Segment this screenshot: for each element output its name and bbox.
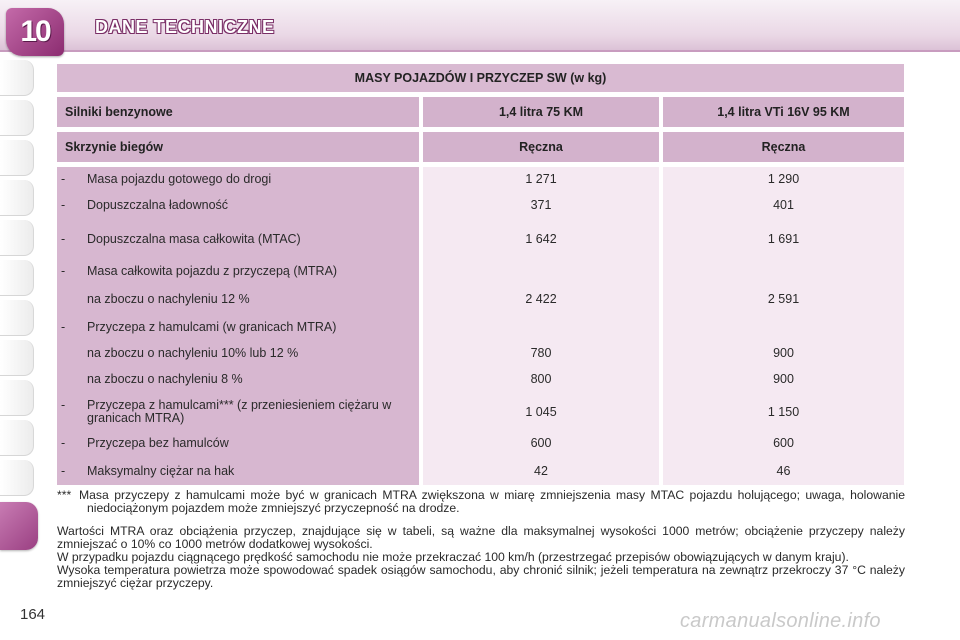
chapter-tabs <box>0 60 34 550</box>
gearbox-label: Skrzynie biegów <box>57 132 419 162</box>
page-number: 164 <box>20 606 46 623</box>
chapter-tab-active[interactable] <box>0 502 38 550</box>
engine-2-values <box>663 167 904 485</box>
row-dash: - <box>61 198 66 212</box>
footnote-text: Masa przyczepy z hamulcami może być w granicach MTRA zwiększona w miarę zmniejszenia masy MTAC pojazdu holującego; uwaga, holowanie niedociążonym pojazdem może zmniejszyć przyczepność na drodze. <box>79 488 905 515</box>
chapter-tab[interactable] <box>0 100 34 136</box>
row-value-engine-1: 600 <box>530 436 552 450</box>
row-dash: - <box>61 464 66 478</box>
engine-1-values <box>423 167 659 485</box>
chapter-badge: 10 <box>6 8 64 56</box>
row-value-engine-1: 371 <box>530 198 552 212</box>
engines-header-row <box>57 97 904 127</box>
footnote-mark: *** <box>57 488 72 502</box>
footnote <box>57 489 905 515</box>
row-value-engine-1: 1 642 <box>525 232 557 246</box>
table-body <box>57 167 904 485</box>
chapter-tab[interactable] <box>0 60 34 96</box>
row-dash: - <box>61 172 66 186</box>
row-value-engine-2: 401 <box>773 198 794 212</box>
table-title: MASY POJAZDÓW I PRZYCZEP SW (w kg) <box>57 64 904 92</box>
chapter-tab[interactable] <box>0 220 34 256</box>
row-dash: - <box>61 320 66 334</box>
row-value-engine-1: 42 <box>534 464 548 478</box>
chapter-tab[interactable] <box>0 420 34 456</box>
row-value-engine-2: 900 <box>773 346 794 360</box>
row-label-text: Maksymalny ciężar na hak <box>87 464 235 478</box>
row-dash: - <box>61 398 66 412</box>
row-label-text: Przyczepa z hamulcami (w granicach MTRA) <box>87 320 337 334</box>
row-label-text: Przyczepa bez hamulców <box>87 436 229 450</box>
row-label-text: Dopuszczalna masa całkowita (MTAC) <box>87 232 301 246</box>
row-value-engine-2: 1 290 <box>767 172 800 186</box>
engine-2-header: 1,4 litra VTi 16V 95 KM <box>663 97 904 127</box>
chapter-tab[interactable] <box>0 140 34 176</box>
info-paragraphs <box>57 525 905 590</box>
watermark: carmanualsonline.info <box>680 610 881 632</box>
gearbox-header-row <box>57 132 904 162</box>
row-value-engine-2: 1 150 <box>767 405 800 419</box>
row-dash: - <box>61 264 66 278</box>
row-value-engine-2: 600 <box>773 436 794 450</box>
paragraph-speed: W przypadku pojazdu ciągnącego prędkość samochodu nie może przekraczać 100 km/h (przestrzegać przepisów obowiązujących w danym kraju). <box>57 550 849 564</box>
row-label-text: Masa pojazdu gotowego do drogi <box>87 172 272 186</box>
gearbox-1-header: Ręczna <box>423 132 659 162</box>
engines-label: Silniki benzynowe <box>57 97 419 127</box>
row-value-engine-1: 2 422 <box>525 292 557 306</box>
row-value-engine-2: 900 <box>773 372 794 386</box>
row-value-engine-1: 800 <box>530 372 552 386</box>
chapter-tab[interactable] <box>0 460 34 496</box>
row-value-engine-1: 780 <box>530 346 552 360</box>
label-column <box>57 167 419 485</box>
row-label-text: Masa całkowita pojazdu z przyczepą (MTRA) <box>87 264 338 278</box>
row-value-engine-2: 2 591 <box>767 292 800 306</box>
row-label-text: na zboczu o nachyleniu 10% lub 12 % <box>87 346 299 360</box>
row-value-engine-2: 1 691 <box>767 232 800 246</box>
chapter-tab[interactable] <box>0 300 34 336</box>
row-label-text: Przyczepa z hamulcami*** (z przeniesieniem ciężaru w granicach MTRA) <box>87 398 392 425</box>
row-label-text: Dopuszczalna ładowność <box>87 198 229 212</box>
row-value-engine-1: 1 271 <box>525 172 557 186</box>
paragraph-altitude: Wartości MTRA oraz obciążenia przyczep, znajdujące się w tabeli, są ważne dla maksymalnej wysokości 1000 metrów; obciążenie przyczepy należy zmniejszać o 10% co 1000 metrów dodatkowej wysokości. <box>57 524 905 551</box>
paragraph-temperature: Wysoka temperatura powietrza może spowodować spadek osiągów samochodu, aby chronić silnik; jeżeli temperatura na zewnątrz przekroczy 37 °C należy zmniejszyć ciężar przyczepy. <box>57 563 905 590</box>
notes <box>57 489 905 590</box>
weights-table <box>57 64 904 485</box>
chapter-tab[interactable] <box>0 340 34 376</box>
row-dash: - <box>61 232 66 246</box>
row-value-engine-2: 46 <box>776 464 791 478</box>
chapter-tab[interactable] <box>0 380 34 416</box>
row-dash: - <box>61 436 66 450</box>
gearbox-2-header: Ręczna <box>663 132 904 162</box>
row-label-text: na zboczu o nachyleniu 12 % <box>87 292 250 306</box>
chapter-tab[interactable] <box>0 180 34 216</box>
row-value-engine-1: 1 045 <box>525 405 557 419</box>
chapter-tab[interactable] <box>0 260 34 296</box>
row-label-text: na zboczu o nachyleniu 8 % <box>87 372 243 386</box>
page-title: DANE TECHNICZNE <box>95 17 275 37</box>
engine-1-header: 1,4 litra 75 KM <box>423 97 659 127</box>
